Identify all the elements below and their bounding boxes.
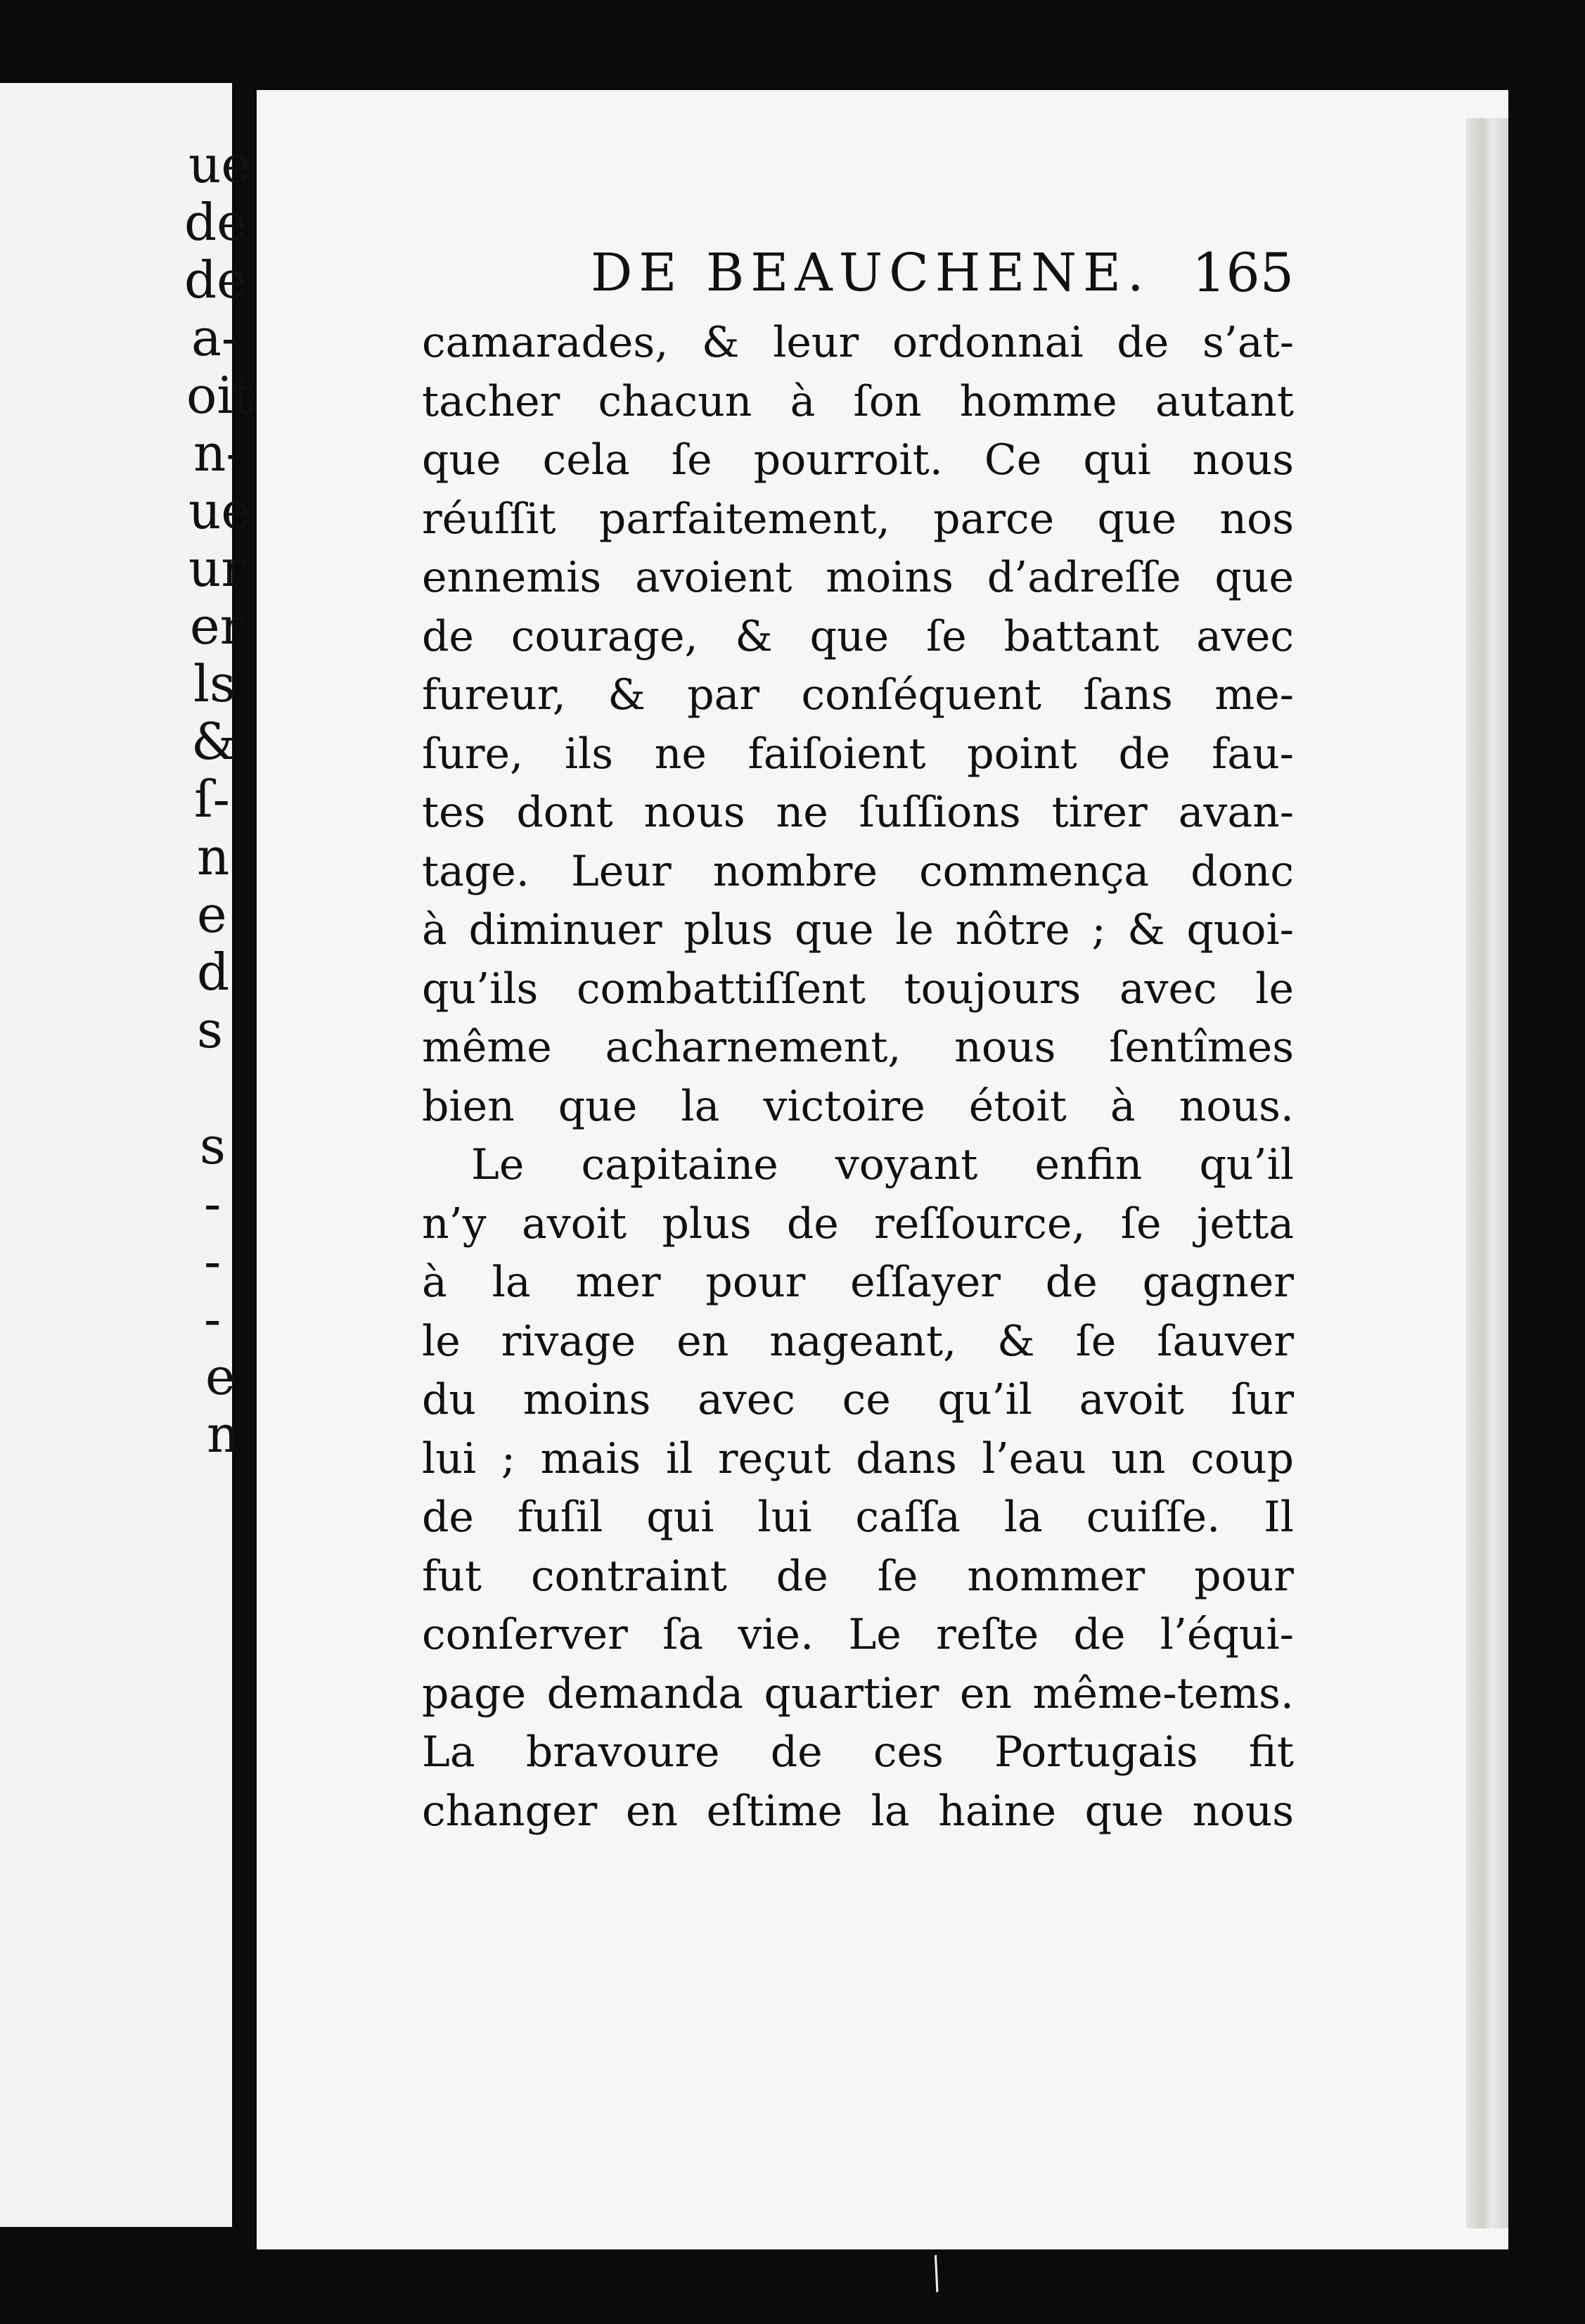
running-head (257, 234, 1301, 312)
left-margin-fragment: ue (188, 481, 251, 540)
left-margin-fragment: d (197, 943, 230, 1002)
left-margin-fragment: er (190, 596, 245, 656)
text-line: n’y avoit plus de reſſource, ſe jetta (422, 1199, 1294, 1249)
left-margin-fragment: e (205, 1347, 236, 1406)
running-head-title: DE BEAUCHENE. (591, 243, 1150, 303)
text-line: à la mer pour eſſayer de gagner (422, 1258, 1294, 1307)
text-line: fut contraint de ſe nommer pour (422, 1551, 1294, 1601)
text-line: du moins avec ce qu’il avoit ſur (422, 1375, 1294, 1424)
left-margin-fragment: a- (191, 308, 239, 367)
left-margin-fragment: n (207, 1405, 240, 1464)
text-line: changer en eſtime la haine que nous (422, 1786, 1294, 1836)
left-margin-fragment: ls (193, 654, 236, 713)
text-line: à diminuer plus que le nôtre ; & quoi- (422, 905, 1294, 954)
text-line: ennemis avoient moins d’adreſſe que (422, 553, 1294, 602)
text-line: La bravoure de ces Portugais fit (422, 1728, 1294, 1777)
page-edge (1466, 118, 1508, 2228)
text-line: page demanda quartier en même-tems. (422, 1668, 1294, 1718)
text-line: de fuſil qui lui caſſa la cuiſſe. Il (422, 1493, 1294, 1542)
text-line: ſure, ils ne faiſoient point de fau- (422, 729, 1294, 779)
left-margin-fragment: de (184, 250, 247, 309)
text-line: de courage, & que ſe battant avec (422, 611, 1294, 661)
text-line: tage. Leur nombre commença donc (422, 846, 1294, 896)
left-margin-fragment: n- (193, 423, 243, 483)
facing-page-fragment (0, 83, 254, 2227)
left-margin-fragment: - (204, 1232, 222, 1291)
left-margin-fragment: n (197, 827, 230, 886)
body-text (422, 314, 1294, 1841)
paragraph-first-line: Le capitaine voyant enfin qu’il (471, 1140, 1294, 1189)
left-margin-fragment: de (184, 193, 247, 252)
left-margin-fragment: - (204, 1174, 222, 1233)
text-line: que cela ſe pourroit. Ce qui nous (422, 435, 1294, 485)
left-margin-fragment: ſ- (194, 770, 230, 829)
left-margin-fragment: e (197, 885, 227, 944)
text-line: tacher chacun à ſon homme autant (422, 376, 1294, 426)
book-page (257, 90, 1508, 2249)
left-margin-fragment: & (191, 712, 237, 771)
left-margin-fragment: ur (188, 539, 245, 598)
left-margin-fragment: s (200, 1116, 226, 1175)
text-line: tes dont nous ne ſuſſions tirer avan- (422, 788, 1294, 837)
scan-speck: ╱ (921, 2256, 952, 2292)
left-margin-fragment: - (204, 1289, 222, 1348)
left-margin-fragment: s (197, 1000, 223, 1059)
text-line: bien que la victoire étoit à nous. (422, 1081, 1294, 1131)
text-line: même acharnement, nous ſentîmes (422, 1023, 1294, 1072)
text-line: qu’ils combattiſſent toujours avec le (422, 964, 1294, 1014)
text-line: fureur, & par conſéquent ſans me- (422, 670, 1294, 720)
page-number: 165 (1192, 241, 1295, 304)
text-line: camarades, & leur ordonnai de s’at- (422, 318, 1294, 367)
text-line: conſerver ſa vie. Le reſte de l’équi- (422, 1610, 1294, 1659)
left-margin-fragment: oit (186, 366, 254, 425)
text-line: lui ; mais il reçut dans l’eau un coup (422, 1434, 1294, 1483)
text-line: le rivage en nageant, & ſe ſauver (422, 1316, 1294, 1366)
text-line: réuſſit parfaitement, parce que nos (422, 494, 1294, 544)
left-margin-fragment: ue (188, 135, 251, 194)
